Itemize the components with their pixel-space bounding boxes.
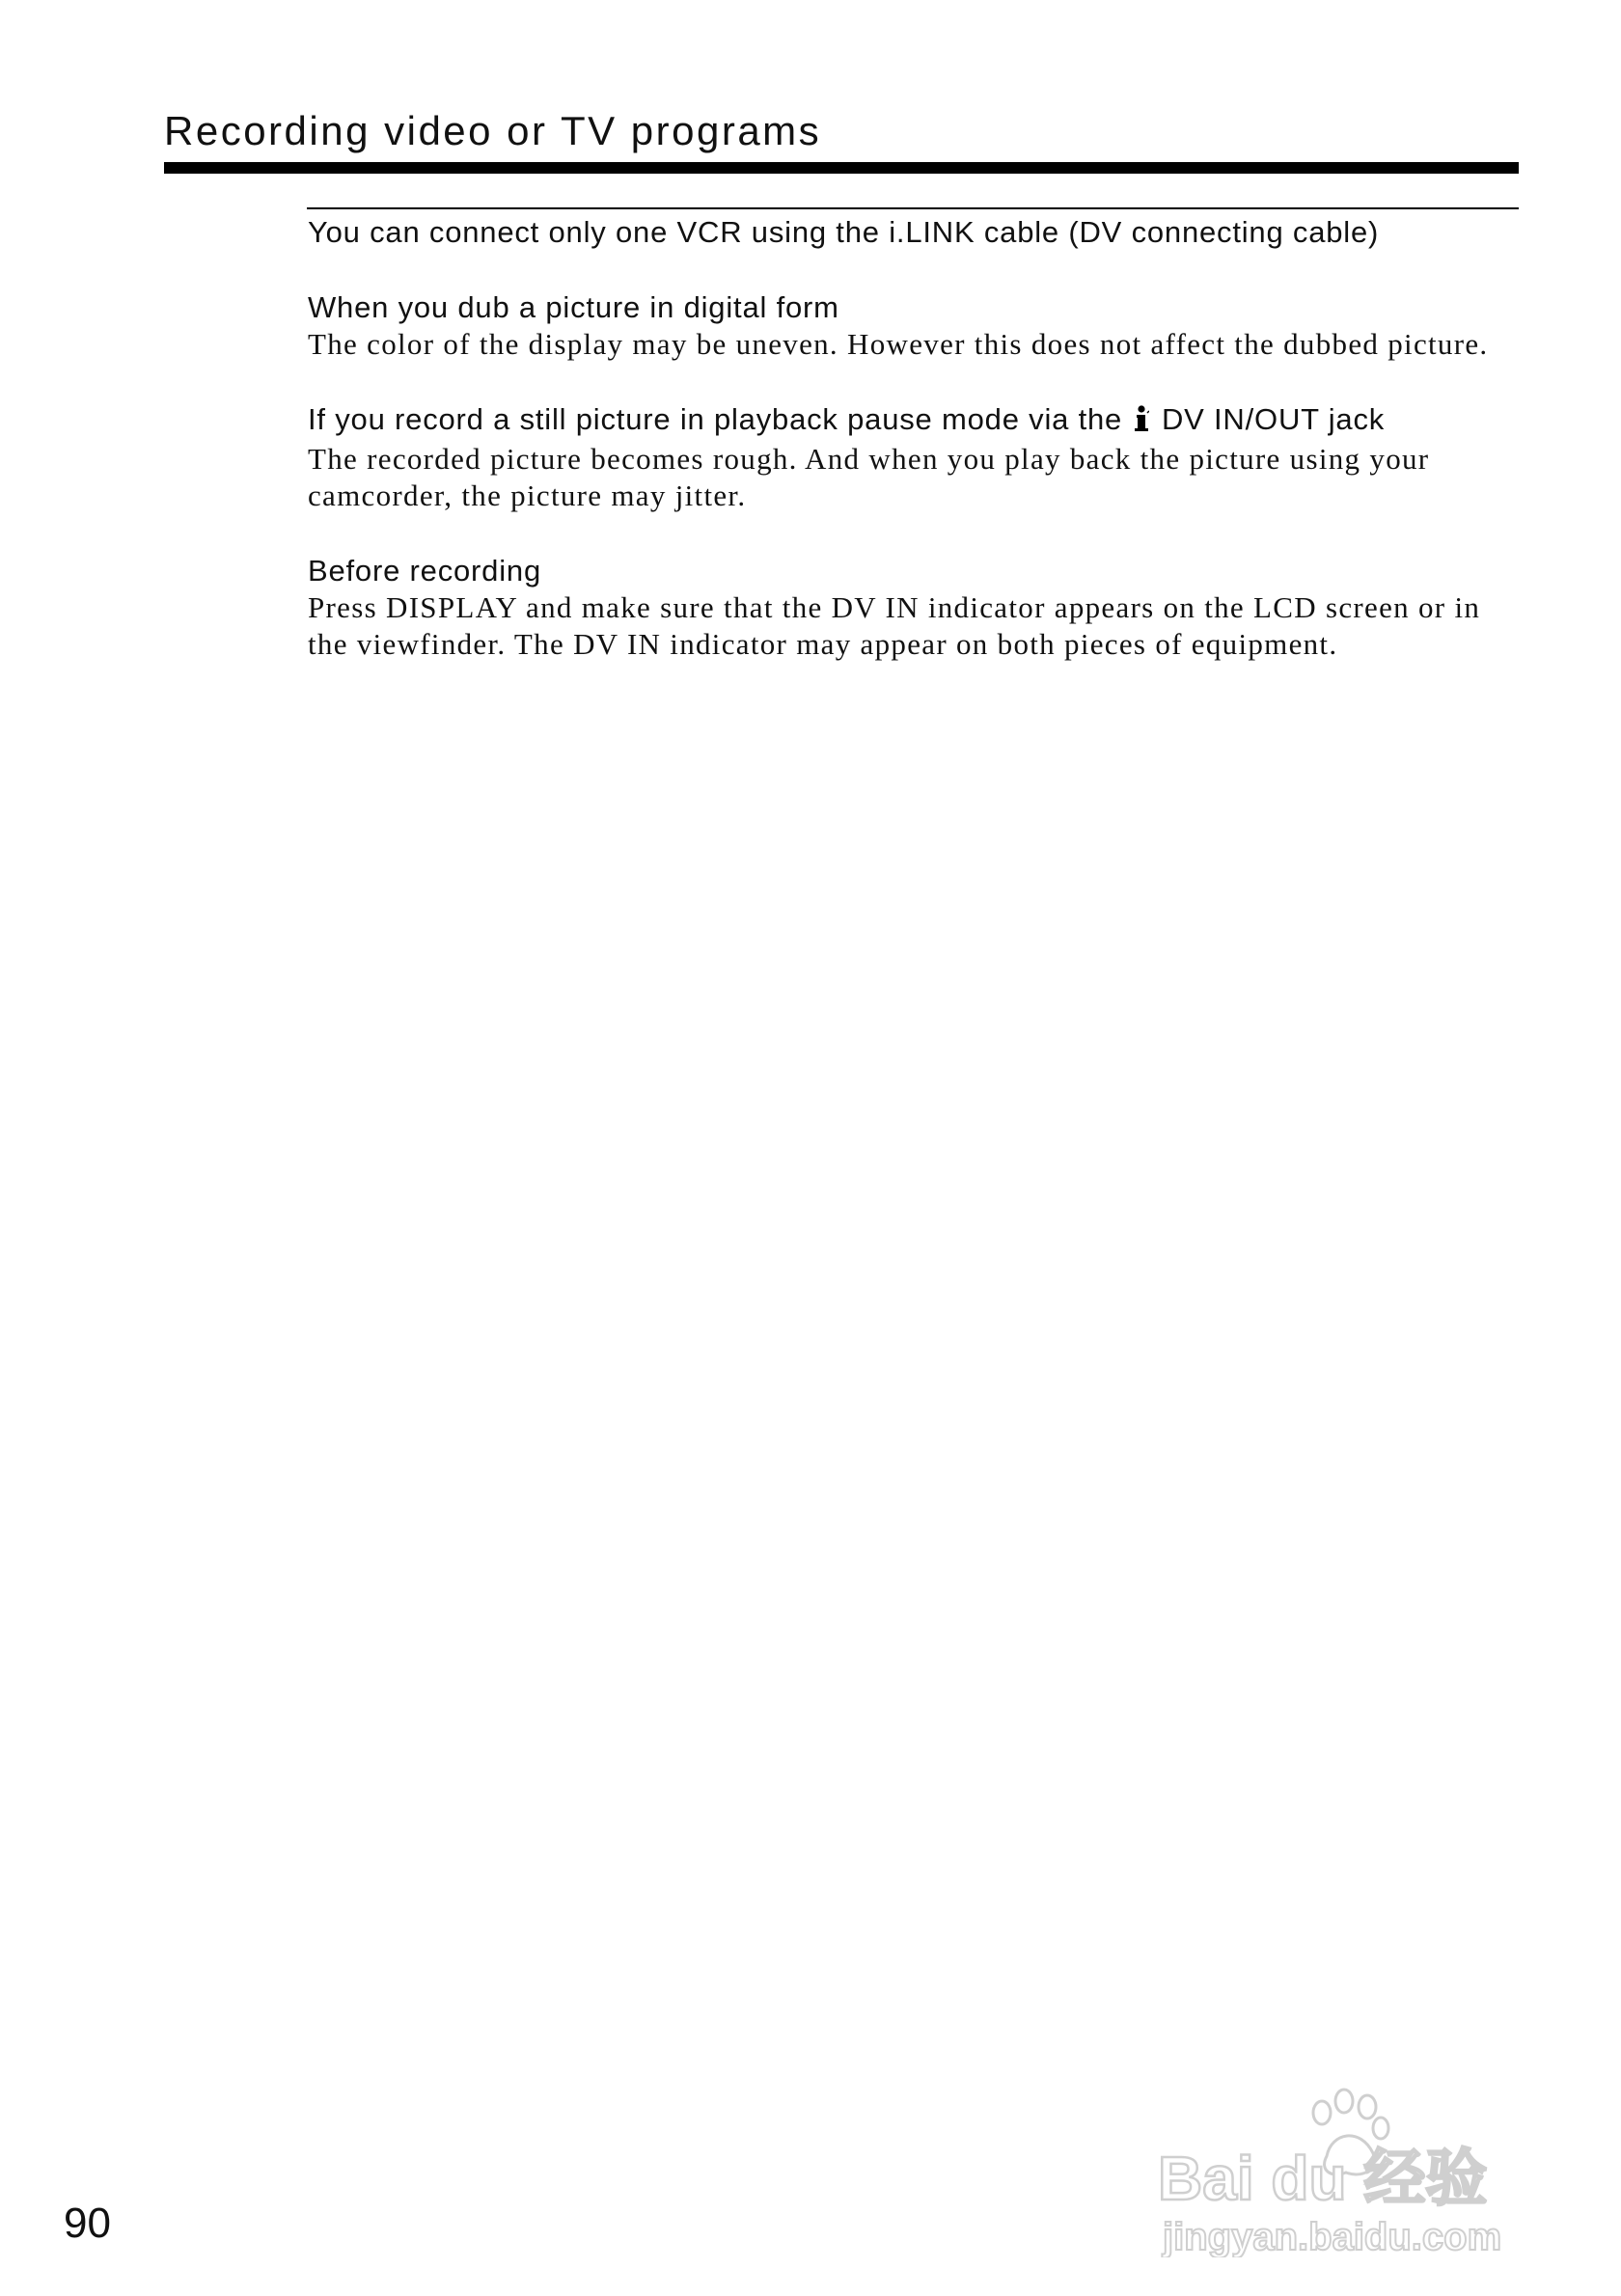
section-title: Recording video or TV programs bbox=[164, 108, 822, 153]
note-heading: When you dub a picture in digital form bbox=[308, 290, 839, 324]
note-heading: You can connect only one VCR using the i.LINK cable (DV connecting cable) bbox=[308, 215, 1380, 249]
watermark-url: jingyan.baidu.com bbox=[1163, 2216, 1502, 2257]
note-still-picture bbox=[308, 401, 1519, 514]
ilink-icon bbox=[1134, 404, 1149, 441]
title-rule bbox=[164, 162, 1519, 174]
watermark-brand: Bai du 经验 bbox=[1158, 2144, 1488, 2213]
note-one-vcr bbox=[308, 214, 1519, 251]
note-body: The color of the display may be uneven. However this does not affect the dubbed picture. bbox=[308, 327, 1489, 361]
note-body: The recorded picture becomes rough. And when you play back the picture using your camcorder, the picture may jitter. bbox=[308, 442, 1430, 512]
note-digital-dub bbox=[308, 289, 1519, 363]
note-heading: Before recording bbox=[308, 554, 541, 588]
notes-rule bbox=[307, 207, 1519, 209]
note-heading-text: If you record a still picture in playback pause mode via the bbox=[308, 402, 1123, 436]
notes-content bbox=[308, 214, 1519, 701]
note-body: Press DISPLAY and make sure that the DV IN indicator appears on the LCD screen or in the viewfinder. The DV IN indicator may appear on both pieces of equipment. bbox=[308, 590, 1481, 661]
note-before-recording bbox=[308, 553, 1519, 663]
note-heading bbox=[308, 401, 1519, 441]
baidu-jingyan-watermark bbox=[1153, 2064, 1539, 2257]
page-number: 90 bbox=[64, 2200, 111, 2247]
note-heading-text: DV IN/OUT jack bbox=[1161, 402, 1386, 436]
